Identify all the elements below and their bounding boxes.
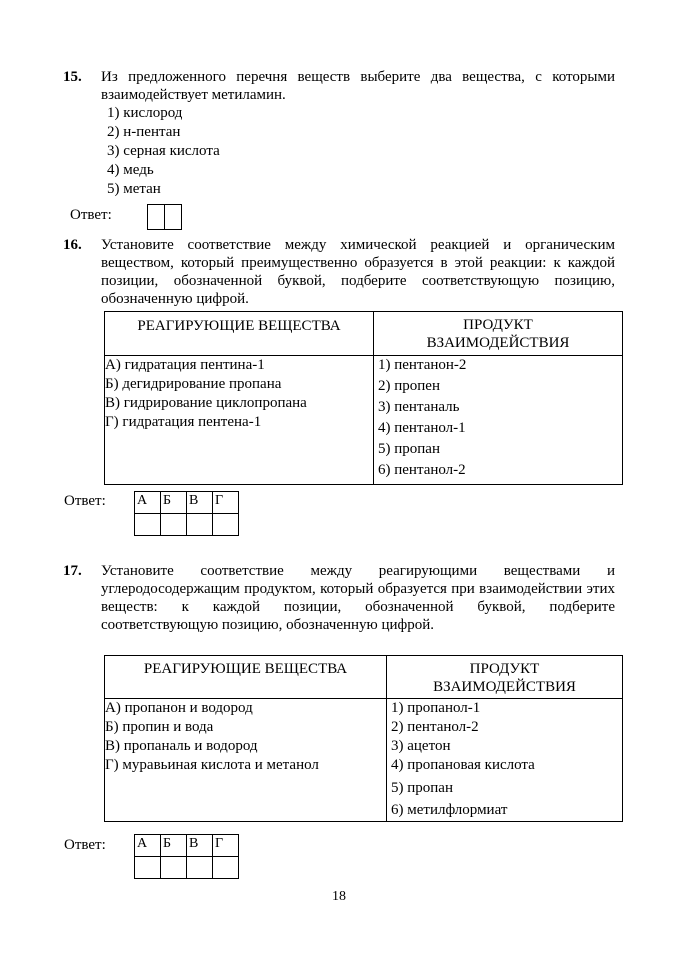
- option: 3) серная кислота: [107, 143, 220, 159]
- matching-table: [104, 655, 623, 822]
- question-number: 17.: [63, 563, 82, 579]
- answer-cell[interactable]: [161, 857, 187, 879]
- answer-letter: В: [187, 835, 213, 857]
- reactant-item: Б) дегидрирование пропана: [105, 376, 282, 392]
- question-number: 16.: [63, 237, 82, 253]
- question-17: [63, 562, 615, 634]
- option: 4) медь: [107, 162, 154, 178]
- answer-cell[interactable]: [187, 857, 213, 879]
- question-text: Установите соответствие между химической реакцией и органическим веществом, который преимущественно образуется в этой реакции: к каждой позиции, обозначенной буквой, подберите соответствующую позицию, обозначенную цифрой.: [101, 237, 615, 307]
- page-number: 18: [332, 889, 346, 904]
- answer-cell[interactable]: [213, 857, 239, 879]
- answer-cell[interactable]: [165, 205, 181, 229]
- reactant-item: В) пропаналь и водород: [105, 738, 258, 754]
- answer-cell[interactable]: [161, 514, 187, 536]
- question-text: Из предложенного перечня веществ выберите два вещества, с которыми взаимодействует метиламин.: [101, 69, 615, 103]
- product-item: 2) пропен: [378, 378, 440, 394]
- product-item: 4) пентанол-1: [378, 420, 466, 436]
- reactants-column: [105, 699, 387, 822]
- column-header: РЕАГИРУЮЩИЕ ВЕЩЕСТВА: [105, 656, 387, 699]
- answer-letter: А: [135, 835, 161, 857]
- reactant-item: Г) гидратация пентена-1: [105, 414, 262, 430]
- products-column: [374, 356, 623, 485]
- answer-letter: В: [187, 492, 213, 514]
- question-15: [63, 68, 615, 199]
- option: 2) н-пентан: [107, 124, 181, 140]
- answer-label: Ответ:: [64, 493, 106, 509]
- answer-cell[interactable]: [187, 514, 213, 536]
- reactant-item: Б) пропин и вода: [105, 719, 214, 735]
- answer-label: Ответ:: [64, 837, 106, 853]
- product-item: 1) пропанол-1: [391, 700, 481, 716]
- answer-box[interactable]: [147, 204, 182, 230]
- product-item: 3) ацетон: [391, 738, 451, 754]
- reactant-item: Г) муравьиная кислота и метанол: [105, 757, 319, 773]
- answer-grid[interactable]: [134, 834, 239, 879]
- answer-cell[interactable]: [213, 514, 239, 536]
- product-item: 4) пропановая кислота: [391, 757, 535, 773]
- column-header: РЕАГИРУЮЩИЕ ВЕЩЕСТВА: [105, 312, 374, 356]
- answer-label: Ответ:: [70, 207, 112, 223]
- product-item: 6) пентанол-2: [378, 462, 466, 478]
- answer-cell[interactable]: [148, 205, 165, 229]
- product-item: 3) пентаналь: [378, 399, 460, 415]
- column-header: ПРОДУКТ ВЗАИМОДЕЙСТВИЯ: [387, 656, 623, 699]
- product-item: 1) пентанон-2: [378, 357, 467, 373]
- answer-letter: Г: [213, 835, 239, 857]
- matching-table: [104, 311, 623, 485]
- options-list: [107, 104, 615, 199]
- option: 5) метан: [107, 181, 161, 197]
- answer-letter: Б: [161, 492, 187, 514]
- product-item: 6) метилфлормиат: [391, 802, 508, 818]
- reactant-item: А) пропанон и водород: [105, 700, 253, 716]
- product-item: 5) пропан: [378, 441, 440, 457]
- question-number: 15.: [63, 69, 82, 85]
- answer-grid[interactable]: [134, 491, 239, 536]
- reactant-item: В) гидрирование циклопропана: [105, 395, 307, 411]
- reactants-column: [105, 356, 374, 485]
- option: 1) кислород: [107, 105, 183, 121]
- answer-letter: А: [135, 492, 161, 514]
- reactant-item: А) гидратация пентина-1: [105, 357, 265, 373]
- product-item: 5) пропан: [391, 780, 453, 796]
- column-header: ПРОДУКТ ВЗАИМОДЕЙСТВИЯ: [374, 312, 623, 356]
- answer-cell[interactable]: [135, 857, 161, 879]
- answer-letter: Г: [213, 492, 239, 514]
- answer-letter: Б: [161, 835, 187, 857]
- answer-cell[interactable]: [135, 514, 161, 536]
- question-16: [63, 236, 615, 308]
- question-text: Установите соответствие между реагирующими веществами и углеродосодержащим продуктом, который образуется при взаимодействии этих веществ: к каждой позиции, обозначенной буквой, подберите соответствующую позицию, обозначенную цифрой.: [101, 563, 615, 633]
- product-item: 2) пентанол-2: [391, 719, 479, 735]
- products-column: [387, 699, 623, 822]
